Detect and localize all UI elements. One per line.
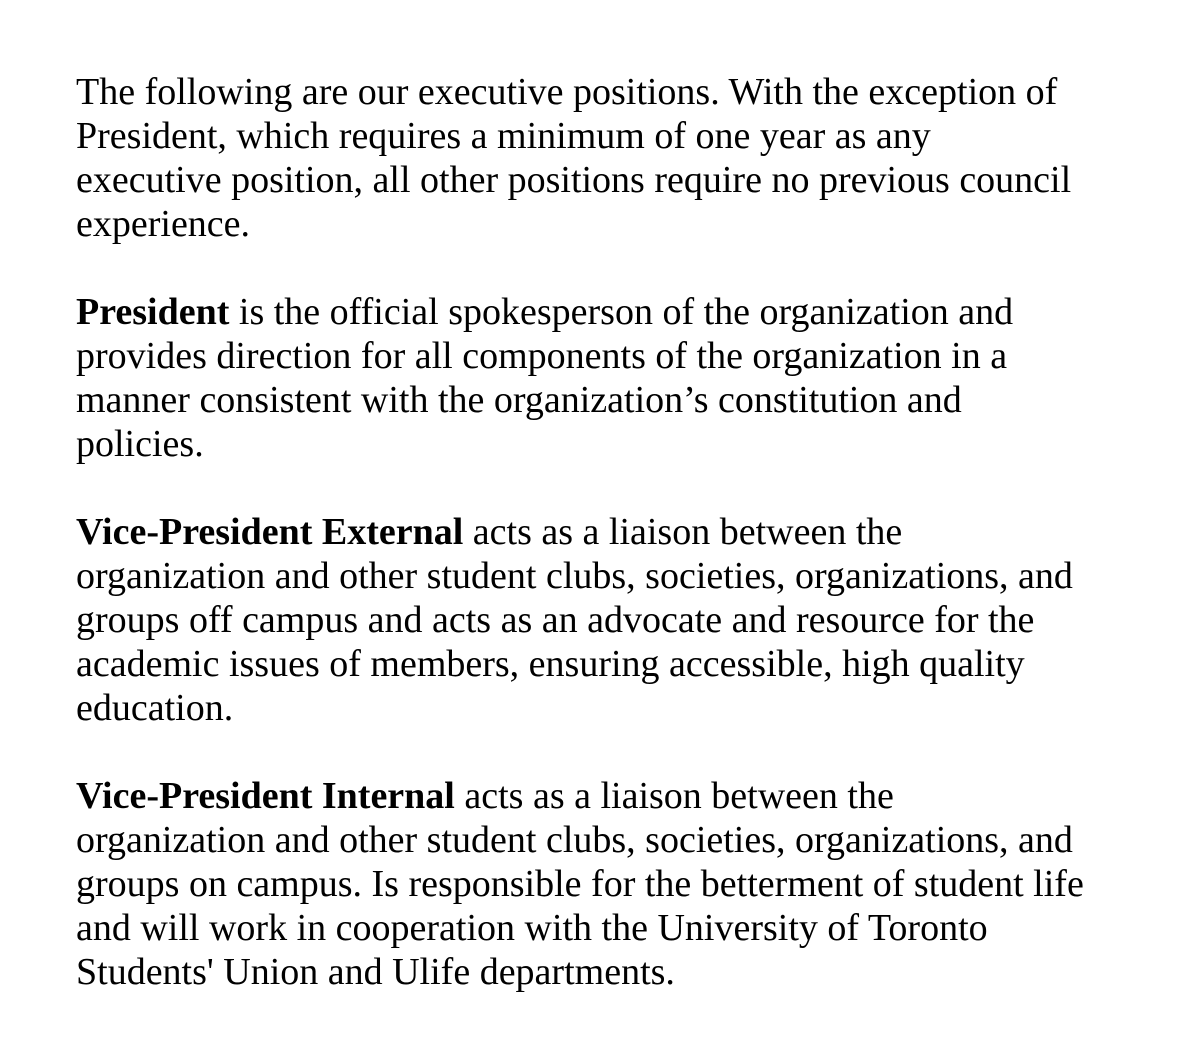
position-title: President: [76, 291, 230, 333]
position-title: Vice-President External: [76, 511, 464, 553]
position-vp-internal: [76, 774, 1156, 994]
position-description: is the official spokesperson of the organization and provides direction for all components of the organization in a manner consistent with the organization’s constitution and policies.: [76, 291, 1014, 465]
intro-paragraph: The following are our executive positions. With the exception of President, which requires a minimum of one year as any executive position, all other positions require no previous council experience.: [76, 71, 1072, 245]
position-president: [76, 290, 1156, 466]
position-description: acts as a liaison between the organization and other student clubs, societies, organizations, and groups off campus and acts as an advocate and resource for the academic issues of members, ensuring accessible, high quality education.: [76, 511, 1073, 729]
position-description: acts as a liaison between the organization and other student clubs, societies, organizations, and groups on campus. Is responsible for the betterment of student life and will work in cooperation with the University of Toronto Students' Union and Ulife departments.: [76, 775, 1084, 993]
document-body: [76, 70, 1156, 994]
position-title: Vice-President Internal: [76, 775, 455, 817]
position-vp-external: [76, 510, 1156, 730]
